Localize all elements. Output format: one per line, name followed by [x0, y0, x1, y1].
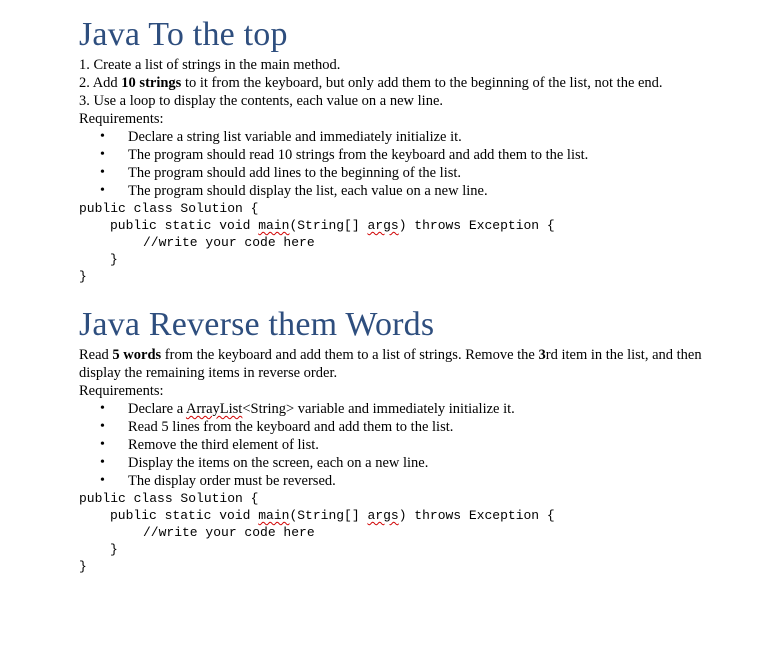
- requirement-item: [79, 164, 719, 182]
- instruction-2-text-end: to it from the keyboard, but only add them to the beginning of the list, not the end.: [181, 75, 663, 91]
- bullet-icon: •: [100, 147, 105, 162]
- requirement-text: Declare a: [128, 401, 186, 417]
- document-page: [79, 14, 719, 575]
- bullet-icon: •: [100, 419, 105, 434]
- code-token-args: args: [367, 508, 399, 523]
- requirement-text: The program should add lines to the beginning of the list.: [128, 165, 462, 181]
- requirement-item: [79, 182, 719, 200]
- intro-text: Read: [79, 347, 113, 363]
- requirement-text-arraylist: ArrayList: [185, 401, 243, 417]
- code-close-method: }: [110, 542, 118, 557]
- requirement-item: [79, 146, 719, 164]
- requirements-label: Requirements:: [79, 383, 164, 399]
- requirement-item: [79, 436, 719, 454]
- requirement-text: Declare a string list variable and immediately initialize it.: [128, 129, 462, 145]
- requirement-text: The display order must be reversed.: [128, 473, 336, 489]
- code-method-line: [79, 217, 719, 234]
- requirement-item: [79, 128, 719, 146]
- requirement-item: [79, 472, 719, 490]
- bullet-icon: •: [100, 401, 105, 416]
- requirements-label: Requirements:: [79, 111, 164, 127]
- intro-bold: 5 words: [112, 347, 162, 363]
- requirement-item: [79, 400, 719, 418]
- code-token: ) throws Exception {: [398, 218, 555, 233]
- requirement-text: The program should display the list, each value on a new line.: [128, 183, 488, 199]
- instruction-3: 3. Use a loop to display the contents, each value on a new line.: [79, 93, 444, 109]
- section-title: Java To the top: [79, 16, 288, 53]
- code-close-method: }: [110, 252, 118, 267]
- intro-bold: 3: [538, 347, 546, 363]
- bullet-icon: •: [100, 473, 105, 488]
- intro-text: from the keyboard and add them to a list of strings. Remove the: [161, 347, 539, 363]
- instruction-2-bold: 10 strings: [121, 75, 182, 91]
- code-token: public static void: [110, 508, 259, 523]
- requirements-list: [79, 400, 719, 490]
- code-token: (String[]: [289, 508, 368, 523]
- code-close-class: }: [79, 559, 87, 574]
- bullet-icon: •: [100, 455, 105, 470]
- instruction-2-text: 2. Add: [79, 75, 122, 91]
- instruction-1: 1. Create a list of strings in the main method.: [79, 57, 341, 73]
- code-class-line: public class Solution {: [79, 491, 259, 506]
- code-method-line: [79, 507, 719, 524]
- bullet-icon: •: [100, 165, 105, 180]
- intro-paragraph: [79, 346, 719, 382]
- requirement-item: [79, 418, 719, 436]
- requirement-text: The program should read 10 strings from the keyboard and add them to the list.: [128, 147, 589, 163]
- intro-text: rd item in the list, and then display the remaining items in reverse order.: [79, 347, 702, 381]
- requirement-text: Display the items on the screen, each on a new line.: [128, 455, 429, 471]
- bullet-icon: •: [100, 183, 105, 198]
- code-token-main: main: [258, 508, 290, 523]
- requirement-item: [79, 454, 719, 472]
- code-close-class: }: [79, 269, 87, 284]
- code-token: ) throws Exception {: [398, 508, 555, 523]
- code-comment: //write your code here: [143, 235, 315, 250]
- code-token-args: args: [367, 218, 399, 233]
- requirements-list: [79, 128, 719, 200]
- code-comment: //write your code here: [143, 525, 315, 540]
- code-token: (String[]: [289, 218, 368, 233]
- bullet-icon: •: [100, 129, 105, 144]
- requirement-text: <String> variable and immediately initialize it.: [242, 401, 515, 417]
- code-class-line: public class Solution {: [79, 201, 259, 216]
- code-token: public static void: [110, 218, 259, 233]
- requirement-text: Remove the third element of list.: [128, 437, 319, 453]
- code-token-main: main: [258, 218, 290, 233]
- section-title: Java Reverse them Words: [79, 306, 435, 343]
- requirement-text: Read 5 lines from the keyboard and add them to the list.: [128, 419, 454, 435]
- bullet-icon: •: [100, 437, 105, 452]
- instruction-2: [79, 74, 719, 92]
- section-gap: [79, 285, 719, 304]
